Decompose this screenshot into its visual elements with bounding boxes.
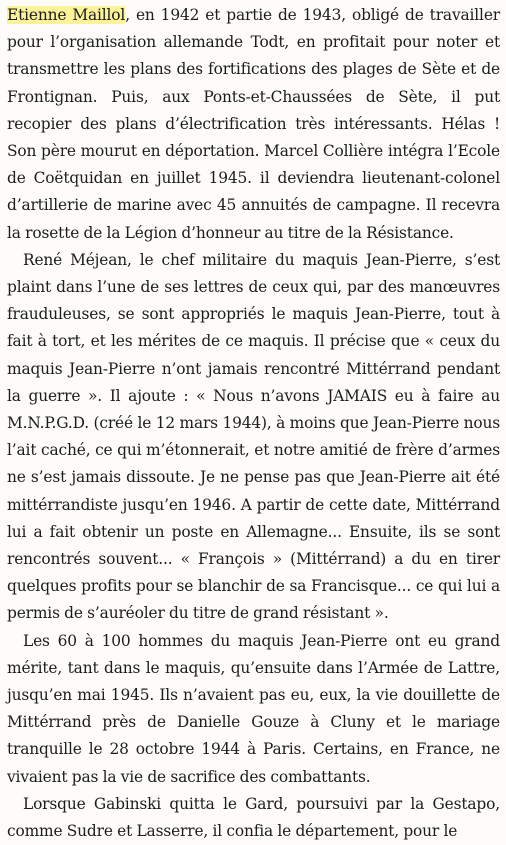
paragraph-text: René Méjean, le chef militaire du maquis Jean-Pierre, s’est plaint dans l’une de ses lettres de ceux qui, par des manœuvres frauduleuses, se sont appropriés le maquis Jean-Pierre, tout à fait à tort, et les mérites de ce maquis. Il précise que « ceux du maquis Jean-Pierre n’ont jamais rencontré Mittérrand pendant la guerre ». Il ajoute : « Nous n’avons JAMAIS eu à faire au M.N.P.G.D. (créé le 12 mars 1944), à moins que Jean-Pierre nous l’ait caché, ce qui m’étonnerait, et notre amitié de frère d’armes ne s’est jamais dissoute. Je ne pense pas que Jean-Pierre ait été mittérrandiste jusqu’en 1946. A partir de cette date, Mittérrand lui a fait obtenir un poste en Allemagne... Ensuite, ils se sont rencontrés souvent... « François » (Mittérrand) a du en tirer quelques profits pour se blanchir de sa Francisque... ce qui lui a permis de s’auréoler du titre de grand résistant ».	[7, 250, 500, 623]
paragraph-text: , en 1942 et partie de 1943, obligé de travailler pour l’organisation allemande Todt, en profitait pour noter et transmettre les plans des fortifications des plages de Sète et de Frontignan. Puis, aux Ponts-et-Chaussées de Sète, il put recopier des plans d’électrification très intéressants. Hélas ! Son père mourut en déportation. Marcel Collière intégra l’Ecole de Coëtquidan en juillet 1945. il deviendra lieutenant-colonel d’artillerie de marine avec 45 annuités de campagne. Il recevra la rosette de la Légion d’honneur au titre de la Résistance.	[7, 6, 500, 242]
paragraph-text: Les 60 à 100 hommes du maquis Jean-Pierre ont eu grand mérite, tant dans le maquis, qu’ensuite dans l’Armée de Lattre, jusqu’en mai 1945. Ils n’avaient pas eu, eux, la vie douillette de Mittérrand près de Danielle Gouze à Cluny et le mariage tranquille le 28 octobre 1944 à Paris. Certains, en France, ne vivaient pas la vie de sacrifice des combattants.	[7, 631, 500, 786]
paragraph-maquis-men	[7, 628, 500, 791]
paragraph-text: Lorsque Gabinski quitta le Gard, poursuivi par la Gestapo, comme Sudre et Lasserre, il confia le département, pour le	[7, 794, 500, 841]
paragraph-gabinski	[7, 791, 500, 845]
highlighted-name: Etienne Maillol	[7, 6, 126, 24]
paragraph-maillol	[7, 2, 500, 247]
paragraph-mejean	[7, 247, 500, 628]
